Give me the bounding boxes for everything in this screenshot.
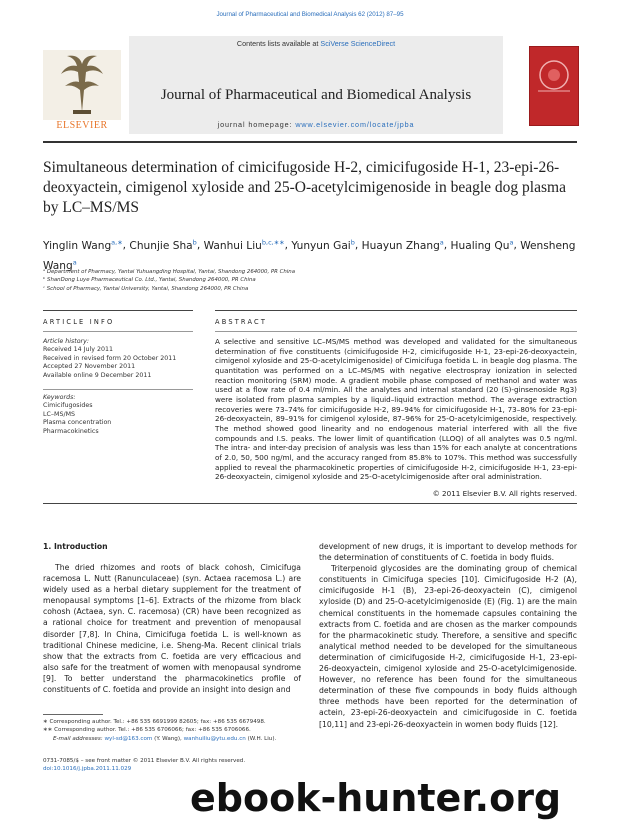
email-owner-liu: (W.H. Liu). [247, 735, 277, 742]
journal-homepage-line [129, 120, 503, 129]
author[interactable] [43, 240, 123, 252]
corresponding-author-2: ∗∗ Corresponding author. Tel.: +86 535 6706066; fax: +86 535 6706066. [43, 727, 251, 734]
keyword-item: Plasma concentration [43, 419, 112, 427]
intro-paragraph: Triterpenoid glycosides are the dominating group of chemical constituents in Cimicifuga species [10]. Cimicifugoside H-2 (A), cimicifugoside H-1 (B), 23-epi-26-deoxyactein (C), cimigenol xyloside (D) and 25-O-acetylcimigenoside (E) (Fig. 1) are the main chemical constituents in the homemade capsules containing the extracts from C. foetida and are chosen as the marker compounds for the pharmacokinetic study. Therefore, a sensitive and specific analytical method needed to be developed for the simultaneous determination of cimicifugoside H-2, cimicifugoside H-1, 23-epi-26-deoxyactein, cimigenol xyloside and 25-O-acetylcimigenoside. However, no reference has been found for the simultaneous determination of these five compounds in body fluids although three methods have been reported for the determination of actein, 23-epi-26-deoxyactein and cimicifugoside in C. foetida [10,11] and 23-epi-26-deoxyactein in women body fluids [12]. [319, 564, 577, 729]
contents-prefix: Contents lists available at [236, 39, 319, 48]
author-name: Wensheng Wang [43, 239, 576, 273]
email-link-wang[interactable]: wyl-sd@163.com [104, 735, 153, 742]
footnote-rule [43, 714, 103, 715]
keywords [43, 394, 203, 436]
issn-line: 0731-7085/$ – see front matter © 2011 Elsevier B.V. All rights reserved. [43, 758, 246, 764]
journal-header [43, 36, 577, 134]
doi-link[interactable]: doi:10.1016/j.jpba.2011.11.029 [43, 766, 132, 773]
sciencedirect-link[interactable]: SciVerse ScienceDirect [320, 39, 396, 48]
header-divider [43, 141, 577, 143]
keywords-rule [43, 389, 193, 390]
email-owner-wang: (Y. Wang), [154, 735, 182, 742]
article-history [43, 338, 203, 380]
history-online: Available online 9 December 2011 [43, 371, 152, 379]
abstract-bottom-rule [43, 503, 577, 504]
email-link-liu[interactable]: wanhuiliu@ytu.edu.cn [183, 735, 246, 742]
author-affiliation-marker[interactable]: a [509, 238, 514, 246]
author-list: Yinglin Wang$^{a,∗}$, Chunjie Sha$^b$, Wanhui Liu$^{b,c,∗∗}$, Yunyun Gai$^b$, Huayun Zhang$^a$, Hualing Qu$^a$, Wensheng Wang$^a$ [43, 238, 576, 273]
author-affiliation-marker[interactable]: a [72, 258, 77, 267]
author-name: Hualing Qu [450, 239, 510, 252]
journal-cover-thumbnail[interactable] [529, 46, 579, 126]
author[interactable] [451, 240, 514, 252]
history-label: Article history: [43, 338, 89, 345]
keyword-item: Pharmacokinetics [43, 427, 99, 435]
author-affiliation-marker[interactable]: b [192, 238, 197, 246]
abstract-heading: ABSTRACT [215, 318, 268, 326]
author-affiliation-marker[interactable]: a [439, 238, 444, 246]
affiliation-a: ᵃ Department of Pharmacy, Yantai Yuhuangding Hospital, Yantai, Shandong 264000, PR China [43, 269, 295, 275]
intro-left-column [43, 562, 301, 695]
journal-reference[interactable]: Journal of Pharmaceutical and Biomedical Analysis 62 (2012) 87–95 [216, 11, 404, 18]
watermark-text: ebook-hunter.org [190, 776, 562, 820]
homepage-prefix: journal homepage: [217, 120, 293, 129]
author-affiliation-marker[interactable]: b,c,∗∗ [261, 238, 285, 246]
affiliations [43, 268, 577, 293]
contents-line [129, 39, 503, 48]
abstract-rule [215, 310, 577, 311]
author-affiliation-marker[interactable]: b [350, 238, 355, 246]
author-name: Wanhui Liu [203, 239, 262, 252]
affiliation-b: ᵇ ShanDong Luye Pharmaceutical Co. Ltd., Yantai, Shandong 264000, PR China [43, 277, 256, 284]
intro-paragraph: development of new drugs, it is important to develop methods for the determination of constituents of C. foetida in body fluids. [319, 542, 577, 563]
article-info-subrule [43, 331, 193, 332]
author[interactable] [291, 240, 355, 252]
author-name: Chunjie Sha [129, 239, 193, 252]
author-name: Yunyun Gai [291, 239, 351, 252]
author[interactable] [362, 240, 444, 252]
section-heading-introduction: 1. Introduction [43, 542, 108, 551]
footnotes [43, 718, 313, 743]
corresponding-author-1: ∗ Corresponding author. Tel.: +86 535 6691999 82605; fax: +86 535 6679498. [43, 719, 266, 725]
history-revised: Received in revised form 20 October 2011 [43, 354, 177, 362]
history-received: Received 14 July 2011 [43, 346, 114, 354]
abstract-copyright: © 2011 Elsevier B.V. All rights reserved. [432, 489, 577, 498]
email-addresses [43, 735, 313, 743]
author[interactable] [204, 240, 285, 252]
issn-block [43, 757, 343, 774]
affiliation-c: ᶜ School of Pharmacy, Yantai University, Yantai, Shandong 264000, PR China [43, 285, 249, 292]
article-info-heading: ARTICLE INFO [43, 318, 115, 326]
keyword-item: Cimicifugosides [43, 402, 93, 410]
journal-name: Journal of Pharmaceutical and Biomedical Analysis [160, 87, 472, 103]
abstract-body: A selective and sensitive LC–MS/MS method was developed and validated for the simultaneous determination of five constituents (cimicifugoside H-2, cimicifugoside H-1, 23-epi-26-deoxyactein, cimigenol xyloside and 25-O-acetylcimigenoside) of Cimicifuga foetida L. in beagle dog plasma. The quantitation was performed on a LC–MS/MS with negative electrospray ionization in selected reaction monitoring (SRM) mode. A gradient mobile phase composed of methanol and water was used at a flow rate of 0.4 ml/min. All the analytes and internal standard (20 (S)-ginsenoside Rg3) were isolated from plasma samples by a liquid–liquid extraction method. The average extraction recoveries were 73–74% for cimicifugoside H-2, 89–94% for cimicifugoside H-1, 73–80% for 23-epi-26-deoxyactein, 89–91% for cimigenol xyloside, 87–96% for 25-O-acetylcimigenoside, respectively. The method showed good linearity and no endogenous material interfered with all the five compounds and I.S. peaks. The lower limit of quantification (LLOQ) of all analytes was 0.5 ng/ml. The intra- and inter-day precision of analysis was less than 15% for each analyte at concentrations of 2.0, 50, 500 ng/ml, and the accuracy ranged from 85.8% to 107%. This method was successfully applied to reveal the pharmacokinetic properties of cimicifugoside H-2, cimicifugoside H-1, 23-epi-26-deoxyactein, cimigenol xyloside and 25-O-acetylcimigenoside after oral administration. [215, 337, 577, 482]
history-accepted: Accepted 27 November 2011 [43, 363, 136, 371]
homepage-link[interactable]: www.elsevier.com/locate/jpba [295, 120, 415, 129]
intro-paragraph: The dried rhizomes and roots of black cohosh, Cimicifuga racemosa L. Nutt (Ranunculaceae) (syn. Actaea racemosa L.) are widely used as a herbal dietary supplement for the treatment of menopausal symptoms [1–6]. Extracts of the rhizome from black cohosh (Actaea, syn. C. racemosa) (CR) have been recognized as a rational choice for treatment and prevention of menopausal disorder [7,8]. In China, Cimicifuga foetida L. is well-known as traditional Chinese medicine, i.e. Sheng-Ma. Recent clinical trials show that the extracts from C. foetida are very efficacious and also safe for the treatment of women with menopausal syndrome [9]. To better understand the pharmacokinetics profile of constituents of C. foetida and provide an insight into design and [43, 563, 301, 695]
author-name: Yinglin Wang [43, 239, 112, 252]
cover-artwork-icon [534, 55, 574, 95]
abstract-subrule [215, 331, 577, 332]
intro-right-column [319, 541, 577, 730]
author[interactable] [129, 240, 196, 252]
article-info-rule [43, 310, 193, 311]
keywords-label: Keywords: [43, 394, 76, 401]
article-title: Simultaneous determination of cimicifugoside H-2, cimicifugoside H-1, 23-epi-26-deoxyactein, cimigenol xyloside and 25-O-acetylcimigenoside in beagle dog plasma by LC–MS/MS [43, 159, 566, 216]
keyword-item: LC–MS/MS [43, 410, 76, 418]
email-label: E-mail addresses: [53, 735, 103, 742]
author-name: Huayun Zhang [361, 239, 440, 252]
publisher-name: ELSEVIER [56, 120, 108, 131]
author-affiliation-marker[interactable]: a,∗ [111, 238, 123, 246]
